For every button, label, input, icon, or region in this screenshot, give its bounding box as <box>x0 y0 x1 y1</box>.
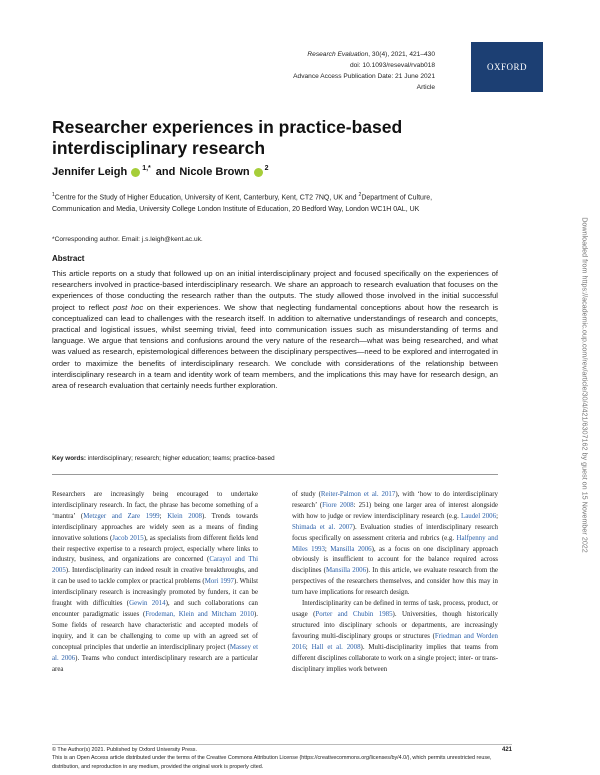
body-text: ; <box>324 545 331 553</box>
citation-link[interactable]: Friedman and Worden 2016 <box>292 632 498 651</box>
citation-link[interactable]: Fiore 2008 <box>322 501 354 509</box>
body-text: ; <box>496 512 498 520</box>
keywords <box>52 455 275 462</box>
body-text: Interdisciplinarity can be defined in terms of task, process, product, or usage ( <box>292 600 498 618</box>
citation-link[interactable]: Porter and Chubin 1985 <box>315 610 393 618</box>
body-text: ). Trends towards interdisciplinary approaches are widely seen as a means of finding innovative solutions ( <box>52 512 258 542</box>
article-type: Article <box>416 84 435 91</box>
page-footer <box>52 746 512 771</box>
doi-link[interactable]: doi: 10.1093/reseval/rvab018 <box>349 62 435 69</box>
abstract-italic: post hoc <box>112 302 144 312</box>
oxford-logo-text: OXFORD <box>486 62 527 72</box>
citation-link[interactable]: Mori 1997 <box>204 578 234 586</box>
body-text: ). Universities, though historically structured into disciplinary schools or departments, are increasingly favouring multi-disciplinary groups or structures ( <box>292 610 498 640</box>
body-text: ). Teams who conduct interdisciplinary research are a particular area <box>52 654 258 673</box>
journal-name: Research Evaluation <box>307 51 369 58</box>
section-divider <box>52 474 498 475</box>
citation-link[interactable]: Massey et al. 2006 <box>52 643 259 662</box>
citation-link[interactable]: Gewin 2014 <box>129 600 166 608</box>
citation-link[interactable]: Reiter-Palmon et al. 2017 <box>320 491 396 498</box>
body-text: Researchers are increasingly being encouraged to undertake interdisciplinary research. In fact, the phrase has become something of a ‘mantra’ ( <box>52 491 258 520</box>
body-text: of study ( <box>292 491 321 498</box>
body-text: : 251) being one larger area of interest alongside with how to judge or review interdisciplinary research (e.g. <box>292 501 498 520</box>
citation-link[interactable]: Klein 2008 <box>167 512 202 520</box>
citation-link[interactable]: Carayol and Thi 2005 <box>52 556 259 575</box>
abstract-heading: Abstract <box>52 254 85 263</box>
author-marks: 1,* <box>142 164 151 172</box>
body-paragraph <box>292 491 498 596</box>
copyright-notice: © The Author(s) 2021. Published by Oxford University Press. <box>52 747 197 753</box>
citation-link[interactable]: Mansilla 2006 <box>325 567 367 575</box>
author-joiner: and <box>155 166 176 178</box>
author-marks: 2 <box>264 164 269 172</box>
body-paragraph <box>292 599 498 675</box>
body-text: ). Multi-disciplinarity implies that teams from different disciplines collaborate to work on a single project; inter- or trans-disciplinary implies work between <box>292 643 498 673</box>
journal-citation: , 30(4), 2021, 421–430 <box>368 51 435 58</box>
keywords-label: Key words: <box>52 455 86 462</box>
body-text: ; <box>305 643 312 651</box>
body-text: ), as specialists from different fields lend their respective expertise to a research project, especially where links to industry, business, and organizations are concerned ( <box>52 534 259 564</box>
body-text: ). Some fields of research have characteristic and accepted models of inquiry, and it can be challenging to come up with an agreed set of conceptual principles that underlie an interdisciplinary project ( <box>52 610 258 651</box>
abstract-text <box>52 268 498 391</box>
author-name[interactable]: Jennifer Leigh <box>52 166 128 178</box>
citation-link[interactable]: Halfpenny and Miles 1993 <box>292 534 498 553</box>
citation-link[interactable]: Frodeman, Klein and Mitcham 2010 <box>145 610 254 618</box>
article-title: Researcher experiences in practice-based interdisciplinary research <box>52 117 403 158</box>
body-text: ). Evaluation studies of interdisciplinary research focus specifically on assessment criteria and rubrics (e.g. <box>292 523 498 542</box>
citation-link[interactable]: Mansilla 2006 <box>330 545 372 553</box>
body-text: ), and such collaborations can encounter paradigmatic issues ( <box>52 600 259 618</box>
orcid-icon[interactable] <box>254 168 263 177</box>
body-text: ), with ‘how to do interdisciplinary research’ ( <box>292 491 498 509</box>
page-number: 421 <box>501 747 512 753</box>
footer-divider <box>52 744 512 745</box>
body-text: ). In this article, we evaluate research from the perspectives of the researchers themselves, and consider how this may in turn have implications for research design. <box>292 567 498 597</box>
body-text: ). Interdisciplinarity can indeed result in creative breakthroughs, and it can be used to tackle complex or practical problems ( <box>52 567 258 586</box>
body-text: ; <box>159 512 168 520</box>
advance-access-date: Advance Access Publication Date: 21 June 2021 <box>293 73 435 80</box>
citation-link[interactable]: Metzger and Zare 1999 <box>83 512 160 520</box>
journal-header <box>135 49 435 93</box>
body-column-left <box>52 490 258 675</box>
affiliations <box>52 190 472 215</box>
citation-link[interactable]: Laudel 2006 <box>461 512 497 520</box>
affiliation-text: Centre for the Study of Higher Education, University of Kent, Canterbury, Kent, CT2 7NQ, UK and <box>54 194 359 202</box>
body-column-right <box>292 490 498 675</box>
keywords-list: interdisciplinary; research; higher education; teams; practice-based <box>85 455 275 462</box>
oxford-logo[interactable] <box>471 42 543 92</box>
download-watermark: Downloaded from https://academic.oup.com/rev/article/30/4/421/6307162 by guest on 15 November 2022 <box>580 217 590 553</box>
corresponding-author: *Corresponding author. Email: j.s.leigh@kent.ac.uk. <box>52 236 203 243</box>
author-name[interactable]: Nicole Brown <box>179 166 250 178</box>
author-list <box>52 166 270 178</box>
citation-link[interactable]: Jacob 2015 <box>112 534 144 542</box>
affiliation-marker: 1 <box>52 192 55 198</box>
affiliation-marker: 2 <box>358 192 362 198</box>
citation-link[interactable]: Hall et al. 2008 <box>311 643 361 651</box>
citation-link[interactable]: Shimada et al. 2007 <box>292 523 353 531</box>
body-text: ). Whilst interdisciplinary research is increasingly promoted by funders, it can be fraught with difficulties ( <box>52 578 258 608</box>
license-notice: This is an Open Access article distributed under the terms of the Creative Commons Attribution License (https://creativecommons.org/licenses/by/4.0/), which permits unrestricted reuse, distribution, and reproduction in any medium, provided the original work is properly cited. <box>52 755 492 770</box>
affiliation-text: Department of Culture, Communication and Media, University College London Institute of Education, 20 Bedford Way, London WC1H 0AL, UK <box>52 194 433 213</box>
body-text: ), as a focus on one disciplinary approach obviously is insufficient to account for the balance required across disciplines ( <box>292 545 498 575</box>
abstract-part: on their experiences. We show that neglecting fundamental conceptions about how the research is conceptualized can lead to challenges with the research itself. In addition to alternative understandings of research and concepts, practical and logistical issues, whilst seeming trivial, feed into communication issues such as misunderstanding of terms and language. We argue that tensions and confusions around the very nature of the research—what was being researched, and what was valued as research, epistemological differences between the disciplinary perspectives—need to be explored and interrogated in order to maximize the benefits of interdisciplinary research. We conclude with considerations of the relationship between interdisciplinary research in a team and identity work of team members, and the implications this may have for research design, an area of research evaluation that certainly needs further exploration. <box>52 302 498 391</box>
abstract-part: This article reports on a study that followed up on an initial interdisciplinary project and focused specifically on the experiences of researchers involved in practice-based interdisciplinary research. We share an approach to research evaluation that focuses on the experiences of those conducting the research rather than the outputs. The study allowed those involved in the initial successful project to reflect <box>52 269 498 312</box>
orcid-icon[interactable] <box>131 168 140 177</box>
